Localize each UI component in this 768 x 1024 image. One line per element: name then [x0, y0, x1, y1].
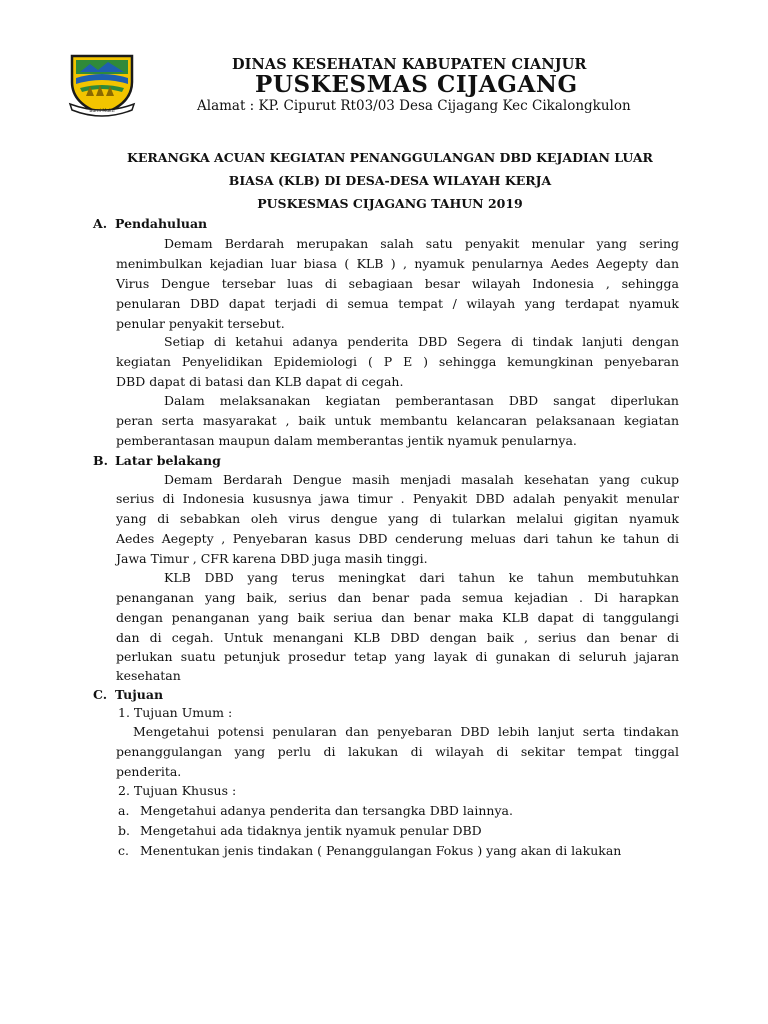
paragraph-line: menimbulkan kejadian luar biasa ( KLB ) , nyamuk penularnya Aedes Aegepty dan	[116, 256, 679, 271]
paragraph-line: Mengetahui potensi penularan dan penyebaran DBD lebih lanjut serta tindakan	[133, 724, 679, 739]
paragraph-line: yang di sebabkan oleh virus dengue yang di tularkan melalui gigitan nyamuk	[116, 511, 679, 526]
list-item-letter: c.	[118, 843, 129, 858]
paragraph-line: penanggulangan yang perlu di lakukan di wilayah di sekitar tempat tinggal	[116, 744, 679, 759]
paragraph-line: Demam Berdarah merupakan salah satu penyakit menular yang sering	[164, 236, 679, 251]
paragraph-line: Dalam melaksanakan kegiatan pemberantasan DBD sangat diperlukan	[164, 393, 679, 408]
section-letter: B.	[93, 453, 108, 468]
paragraph-line: Jawa Timur , CFR karena DBD juga masih tinggi.	[116, 551, 428, 566]
section-title: Pendahuluan	[115, 216, 208, 231]
paragraph-line: penularan DBD dapat terjadi di semua tempat / wilayah yang terdapat nyamuk	[116, 296, 679, 311]
paragraph-line: DBD dapat di batasi dan KLB dapat di cegah.	[116, 374, 404, 389]
paragraph-line: Aedes Aegepty , Penyebaran kasus DBD cenderung meluas dari tahun ke tahun di	[116, 531, 679, 546]
list-item-text: Mengetahui ada tidaknya jentik nyamuk penular DBD	[140, 823, 482, 838]
section-c-heading	[93, 687, 163, 702]
section-letter: A.	[93, 216, 108, 231]
institution-name: PUSKESMAS CIJAGANG	[255, 71, 578, 98]
paragraph-line: Setiap di ketahui adanya penderita DBD Segera di tindak lanjuti dengan	[164, 334, 679, 349]
document-title-line-3: PUSKESMAS CIJAGANG TAHUN 2019	[257, 196, 523, 211]
paragraph-line: penular penyakit tersebut.	[116, 316, 285, 331]
section-a-heading	[93, 216, 207, 231]
sub-heading-tujuan-umum: 1. Tujuan Umum :	[118, 705, 233, 720]
paragraph-line: Virus Dengue tersebar luas di sebagiaan besar wilayah Indonesia , sehingga	[116, 276, 679, 291]
list-item	[118, 843, 621, 858]
paragraph-line: serius di Indonesia kususnya jawa timur . Penyakit DBD adalah penyakit menular	[116, 491, 679, 506]
section-b-heading	[93, 453, 221, 468]
paragraph-line: penanganan yang baik, serius dan benar pada semua kejadian . Di harapkan	[116, 590, 679, 605]
paragraph-line: kesehatan	[116, 668, 181, 683]
agency-name: DINAS KESEHATAN KABUPATEN CIANJUR	[232, 56, 587, 73]
paragraph-line: pemberantasan maupun dalam memberantas jentik nyamuk penularnya.	[116, 433, 577, 448]
list-item-letter: b.	[118, 823, 130, 838]
document-title-line-2: BIASA (KLB) DI DESA-DESA WILAYAH KERJA	[228, 173, 552, 188]
kabupaten-logo	[66, 52, 138, 118]
paragraph-line: Demam Berdarah Dengue masih menjadi masalah kesehatan yang cukup	[164, 472, 679, 487]
paragraph-line: peran serta masyarakat , baik untuk membantu kelancaran pelaksanaan kegiatan	[116, 413, 679, 428]
list-item-letter: a.	[118, 803, 130, 818]
section-title: Latar belakang	[115, 453, 221, 468]
institution-address: Alamat : KP. Cipurut Rt03/03 Desa Cijagang Kec Cikalongkulon	[197, 98, 631, 114]
list-item-text: Menentukan jenis tindakan ( Penanggulangan Fokus ) yang akan di lakukan	[140, 843, 622, 858]
paragraph-line: KLB DBD yang terus meningkat dari tahun ke tahun membutuhkan	[164, 570, 679, 585]
section-title: Tujuan	[115, 687, 164, 702]
paragraph-line: dan di cegah. Untuk menangani KLB DBD dengan baik , serius dan benar di	[116, 630, 679, 645]
document-title-line-1: KERANGKA ACUAN KEGIATAN PENANGGULANGAN DBD KEJADIAN LUAR	[127, 150, 653, 165]
paragraph-line: dengan penanganan yang baik seriua dan benar maka KLB dapat di tanggulangi	[116, 610, 679, 625]
list-item	[118, 803, 513, 818]
svg-text:Bumi Mukti: Bumi Mukti	[89, 109, 115, 114]
paragraph-line: kegiatan Penyelidikan Epidemiologi ( P E ) sehingga kemungkinan penyebaran	[116, 354, 679, 369]
paragraph-line: penderita.	[116, 764, 182, 779]
paragraph-line: perlukan suatu petunjuk prosedur tetap yang layak di gunakan di seluruh jajaran	[116, 649, 679, 664]
sub-heading-tujuan-khusus: 2. Tujuan Khusus :	[118, 783, 237, 798]
list-item-text: Mengetahui adanya penderita dan tersangka DBD lainnya.	[140, 803, 513, 818]
coat-of-arms-icon	[66, 52, 138, 118]
section-letter: C.	[93, 687, 108, 702]
list-item	[118, 823, 482, 838]
